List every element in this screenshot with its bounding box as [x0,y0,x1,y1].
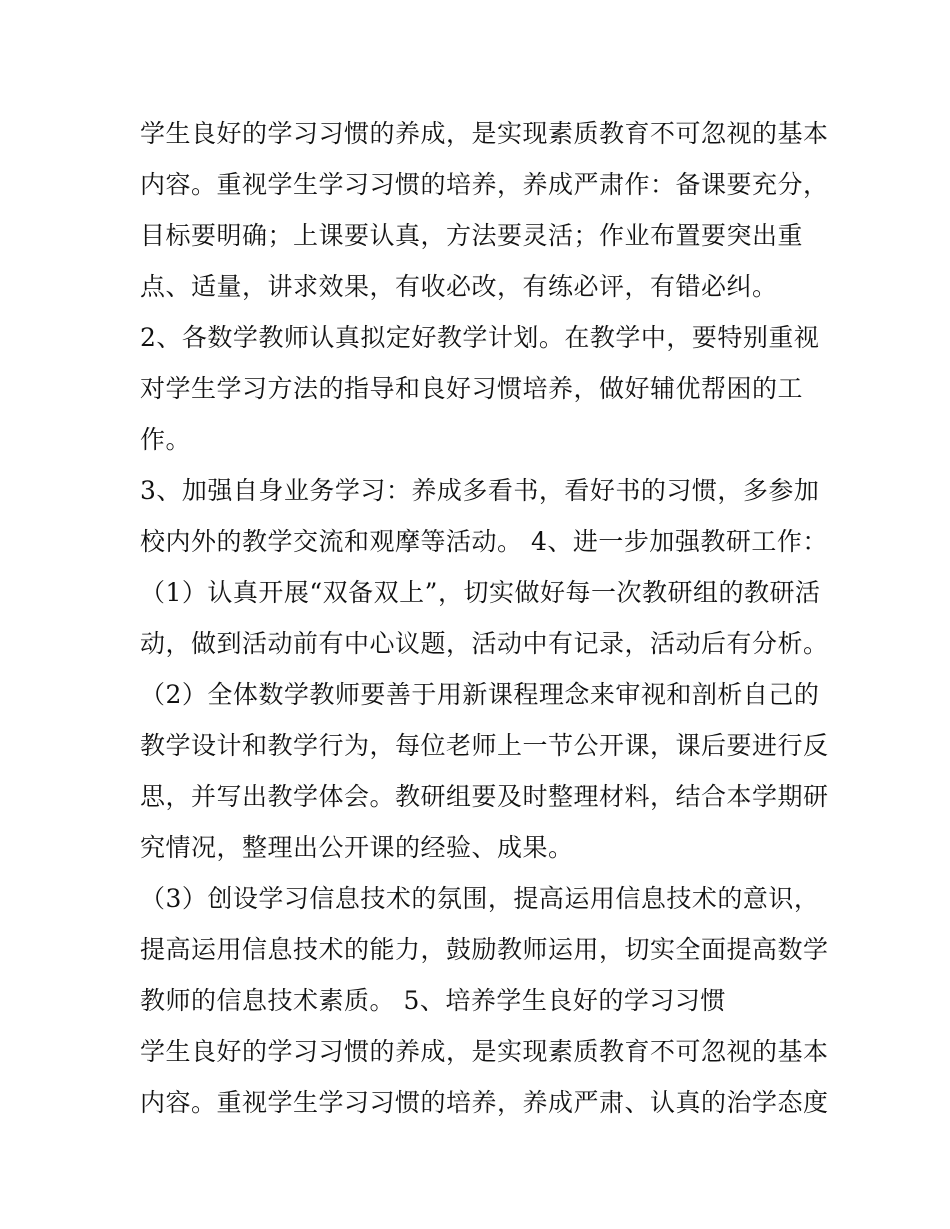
text-line-15: 究情况，整理出公开课的经验、成果。 [140,833,574,862]
text-line-17: 提高运用信息技术的能力，鼓励教师运用，切实全面提高数学 [140,935,829,964]
text-line-3: 目标要明确；上课要认真，方法要灵活；作业布置要突出重 [140,221,804,250]
text-line-18: 教师的信息技术素质。 5、培养学生良好的学习习惯 [140,986,726,1015]
text-line-4: 点、适量，讲求效果，有收必改，有练必评，有错必纠。 [140,272,778,301]
text-line-10: （1）认真开展“双备双上”，切实做好每一次教研组的教研活 [140,578,821,607]
text-line-6: 对学生学习方法的指导和良好习惯培养，做好辅优帮困的工 [140,374,804,403]
text-line-12: （2）全体数学教师要善于用新课程理念来审视和剖析自己的 [140,680,820,709]
text-line-2: 内容。重视学生学习习惯的培养，养成严肃作：备课要充分， [140,170,829,199]
body-text [140,108,829,1128]
text-line-5: 2、各数学教师认真拟定好教学计划。在教学中，要特别重视 [140,323,820,352]
text-line-16: （3）创设学习信息技术的氛围，提高运用信息技术的意识， [140,884,820,913]
text-line-13: 教学设计和教学行为，每位老师上一节公开课，课后要进行反 [140,731,829,760]
text-line-1: 学生良好的学习习惯的养成，是实现素质教育不可忽视的基本 [140,119,829,148]
text-line-19: 学生良好的学习习惯的养成，是实现素质教育不可忽视的基本 [140,1037,829,1066]
text-line-20: 内容。重视学生学习习惯的培养，养成严肃、认真的治学态度 [140,1088,829,1117]
text-line-9: 校内外的教学交流和观摩等活动。 4、进一步加强教研工作： [140,527,828,556]
text-line-11: 动，做到活动前有中心议题，活动中有记录，活动后有分析。 [140,629,829,658]
text-line-14: 思，并写出教学体会。教研组要及时整理材料，结合本学期研 [140,782,829,811]
text-line-8: 3、加强自身业务学习：养成多看书，看好书的习惯，多参加 [140,476,820,505]
text-line-7: 作。 [140,425,192,454]
